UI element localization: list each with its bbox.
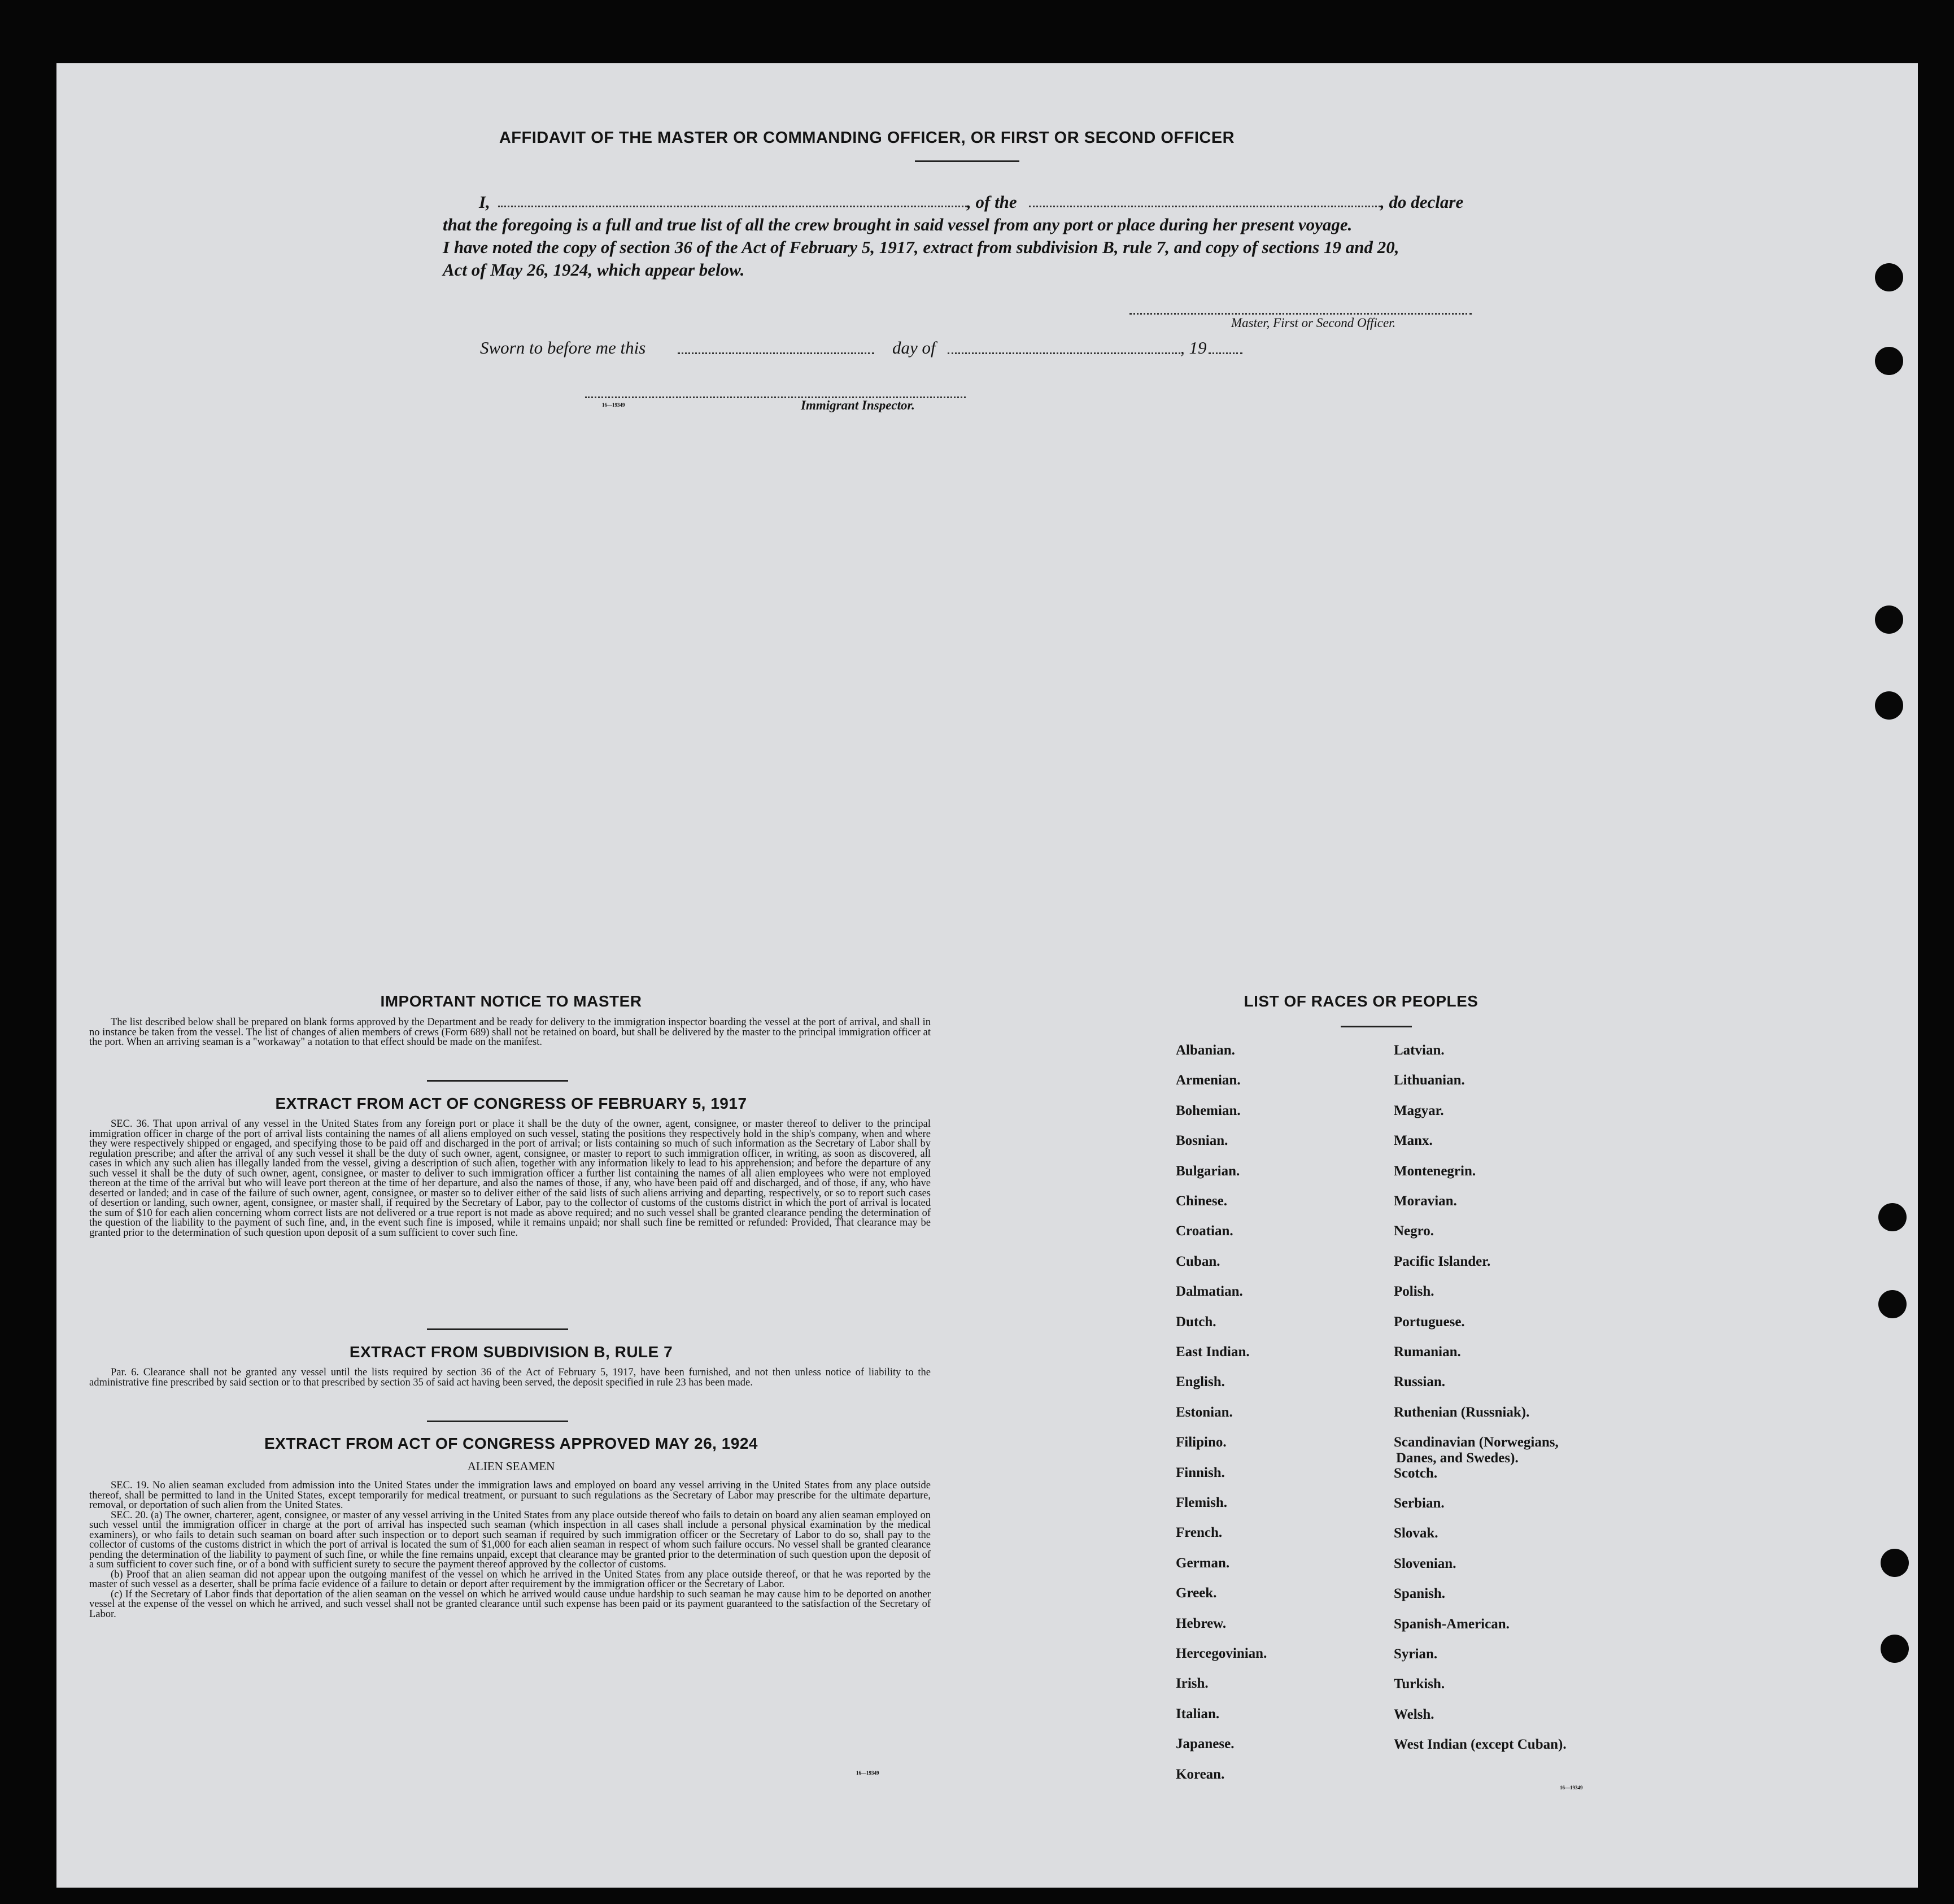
race-item: Pacific Islander.	[1394, 1254, 1491, 1269]
notice-paragraph: The list described below shall be prepared on blank forms approved by the Department and be ready for delivery to the immigration inspector boarding the vessel at the port of arrival, and shall in no instance be taken from the vessel. The list of changes of alien members of crews (Form 689) shall not be retained on board, but shall be delivered by the master to the principal immigration officer at the port. When an arriving seaman is a "workaway" a notation to that effect should be made on the manifest.	[89, 1017, 931, 1048]
alien-seamen-subtitle: ALIEN SEAMEN	[467, 1459, 555, 1473]
affidavit-title: AFFIDAVIT OF THE MASTER OR COMMANDING OFFICER, OR FIRST OR SECOND OFFICER	[499, 129, 1235, 147]
section-20c-paragraph: (c) If the Secretary of Labor finds that deportation of the alien seaman on the vessel on which he arrived would cause undue hardship to such seaman he may cause him to be deported on another vessel at the expense of the vessel on which he arrived, and such vessel shall not be granted clearance until such expense has been paid or its payment guaranteed to the satisfaction of the Secretary of Labor.	[89, 1588, 931, 1620]
affidavit-line3: I have noted the copy of section 36 of the Act of February 5, 1917, extract from subdivision B, rule 7, and copy of sections 19 and 20,	[443, 237, 1399, 257]
binder-hole	[1875, 605, 1903, 634]
extract-1917-title: EXTRACT FROM ACT OF CONGRESS OF FEBRUARY 5, 1917	[275, 1095, 747, 1112]
race-item: Lithuanian.	[1394, 1073, 1465, 1088]
affidavit-line1-of: , of the	[967, 192, 1017, 212]
race-item: Flemish.	[1176, 1495, 1227, 1510]
race-item: Albanian.	[1176, 1043, 1235, 1058]
races-divider	[1341, 1026, 1412, 1027]
race-item: Portuguese.	[1394, 1314, 1465, 1330]
sworn-day: day of	[892, 338, 936, 358]
race-item: German.	[1176, 1556, 1230, 1571]
race-item: Russian.	[1394, 1374, 1446, 1389]
race-item: Armenian.	[1176, 1073, 1241, 1088]
binder-hole	[1875, 263, 1903, 291]
inspector-label: Immigrant Inspector.	[801, 398, 915, 412]
section-36-paragraph: SEC. 36. That upon arrival of any vessel in the United States from any foreign port or place it shall be the duty of the owner, agent, consignee, or master thereof to deliver to the principal immigration officer in charge of the port of arrival lists containing the names of all aliens employed on such vessel, stating the positions they respectively hold in the ship's company, when and where they were respectively shipped or engaged, and specifying those to be paid off and discharged in the port of arrival; or lists containing so much of such information as the Secretary of Labor shall by regulation prescribe; and after the arrival of any such vessel it shall be the duty of such owner, agent, consignee, or master to report to such immigration officer, in writing, as soon as discovered, all cases in which any such alien has illegally landed from the vessel, giving a description of such alien, together with any information likely to lead to his apprehension; and before the departure of any such vessel it shall be the duty of such owner, agent, consignee, or master to deliver to such immigration officer a further list containing the names of all alien employees who were not employed thereon at the time of the arrival but who will leave port thereon at the time of her departure, and also the names of those, if any, who have been paid off and discharged, and of those, if any, who have deserted or landed; and in case of the failure of such owner, agent, consignee, or master so to deliver either of the said lists of such aliens arriving and departing, respectively, or so to report such cases of desertion or landing, such owner, agent, consignee, or master shall, if required by the Secretary of Labor, pay to the collector of customs of the customs district in which the port of arrival is located the sum of $10 for each alien concerning whom correct lists are not delivered or a true report is not made as above required; and no such vessel shall be granted clearance pending the determination of the question of the liability to the payment of such fine, and, in the event such fine is imposed, while it remains unpaid; nor shall such fine be remitted or refunded: Provided, That clearance may be granted prior to the determination of such question upon deposit of a sum sufficient to cover such fine.	[89, 1118, 931, 1239]
sworn-start: Sworn to before me this	[480, 338, 646, 358]
race-item: Cuban.	[1176, 1254, 1220, 1269]
race-item: Montenegrin.	[1394, 1164, 1476, 1179]
race-item: Danes, and Swedes).	[1396, 1450, 1519, 1466]
race-item: Manx.	[1394, 1133, 1433, 1148]
race-item: Ruthenian (Russniak).	[1394, 1405, 1530, 1420]
race-item: Dalmatian.	[1176, 1284, 1243, 1299]
affidavit-line1-start: I,	[479, 192, 490, 212]
race-item: Hebrew.	[1176, 1616, 1227, 1631]
race-item: West Indian (except Cuban).	[1394, 1737, 1567, 1752]
signature-label: Master, First or Second Officer.	[1231, 316, 1396, 330]
race-item: Magyar.	[1394, 1103, 1444, 1118]
race-item: English.	[1176, 1374, 1225, 1389]
race-item: Scandinavian (Norwegians,	[1394, 1435, 1559, 1450]
race-item: Greek.	[1176, 1585, 1217, 1601]
extract-1924-text	[89, 1481, 931, 1619]
affidavit-line4: Act of May 26, 1924, which appear below.	[443, 260, 745, 280]
form-number-right: 16—19349	[1560, 1785, 1583, 1790]
extract-1917-text	[89, 1119, 931, 1238]
section-20a-paragraph: SEC. 20. (a) The owner, charterer, agent, consignee, or master of any vessel arriving in the United States from any place outside thereof who fails to detain on board any alien seaman employed on such vessel until the immigration officer in charge at the port of arrival has inspected such seaman (which inspection in all cases shall include a personal physical examination by the medical examiners), or who fails to detain such seaman on board after such inspection or to deport such seaman if required by such immigration officer or the Secretary of Labor to do so, shall pay to the collector of customs of the customs district in which the port of arrival is located the sum of $1,000 for each alien seaman in respect of whom such failure occurs. No vessel shall be granted clearance pending the determination of the liability to payment of such fine, or while the fine remains unpaid, except that clearance may be granted prior to the determination of such question upon the deposit of a sum sufficient to cover such fine, or of a bond with sufficient surety to secure the payment thereof approved by the collector of customs.	[89, 1509, 931, 1570]
race-item: Bulgarian.	[1176, 1164, 1240, 1179]
rule-7-text	[89, 1368, 931, 1388]
race-item: Rumanian.	[1394, 1344, 1461, 1360]
race-item: Irish.	[1176, 1676, 1209, 1691]
par-6-paragraph: Par. 6. Clearance shall not be granted any vessel until the lists required by section 36 of the Act of February 5, 1917, have been furnished, and not then unless notice of liability to the administrative fine prescribed by said section or to that prescribed by section 35 of said act having been served, the deposit specified in rule 23 has been made.	[89, 1367, 931, 1388]
year-blank[interactable]	[1209, 352, 1242, 354]
race-item: Turkish.	[1394, 1676, 1445, 1692]
divider-1	[427, 1080, 568, 1082]
sworn-year: , 19	[1180, 338, 1207, 358]
notice-title: IMPORTANT NOTICE TO MASTER	[380, 992, 642, 1010]
race-item: French.	[1176, 1525, 1223, 1540]
race-item: Bosnian.	[1176, 1133, 1228, 1148]
divider-3	[427, 1421, 568, 1422]
rule-7-title: EXTRACT FROM SUBDIVISION B, RULE 7	[349, 1343, 673, 1361]
binder-hole	[1881, 1549, 1909, 1577]
binder-hole	[1878, 1203, 1907, 1231]
race-item: Italian.	[1176, 1706, 1220, 1722]
binder-hole	[1878, 1290, 1907, 1318]
race-item: Estonian.	[1176, 1405, 1233, 1420]
section-19-paragraph: SEC. 19. No alien seaman excluded from admission into the United States under the immigration laws and employed on board any vessel arriving in the United States from any place outside thereof, shall be permitted to land in the United States, except temporarily for medical treatment, or pursuant to such regulations as the Secretary of Labor may prescribe for the ultimate departure, removal, or deportation of such alien from the United States.	[89, 1480, 931, 1511]
divider-2	[427, 1328, 568, 1330]
race-item: Slovak.	[1394, 1526, 1438, 1541]
binder-hole	[1881, 1635, 1909, 1663]
notice-text	[89, 1018, 931, 1048]
signature-blank[interactable]	[1129, 313, 1472, 315]
race-item: Scotch.	[1394, 1466, 1438, 1481]
race-item: Dutch.	[1176, 1314, 1216, 1330]
document-page	[56, 63, 1918, 1888]
race-item: Syrian.	[1394, 1646, 1438, 1662]
race-item: Slovenian.	[1394, 1556, 1456, 1571]
race-item: Japanese.	[1176, 1736, 1235, 1751]
race-item: Spanish-American.	[1394, 1617, 1510, 1632]
affidavit-line1-end: , do declare	[1380, 192, 1464, 212]
name-blank[interactable]	[498, 206, 967, 207]
race-item: Serbian.	[1394, 1496, 1445, 1511]
race-item: Croatian.	[1176, 1223, 1233, 1239]
affidavit-line2: that the foregoing is a full and true list of all the crew brought in said vessel from any port or place during her present voyage.	[443, 215, 1353, 234]
race-item: Negro.	[1394, 1223, 1434, 1239]
race-item: Chinese.	[1176, 1193, 1227, 1209]
race-item: Hercegovinian.	[1176, 1646, 1267, 1661]
race-item: Moravian.	[1394, 1193, 1457, 1209]
form-number-left: 16—19349	[856, 1770, 879, 1776]
race-item: Finnish.	[1176, 1465, 1225, 1480]
form-number-top: 16—19349	[602, 402, 625, 408]
section-20b-paragraph: (b) Proof that an alien seaman did not appear upon the outgoing manifest of the vessel on which he arrived in the United States from any place outside thereof, or that he was reported by the master of such vessel as a deserter, shall be prima facie evidence of a failure to detain or deport after requirement by the immigration officer or the Secretary of Labor.	[89, 1568, 931, 1590]
day-blank[interactable]	[678, 352, 874, 354]
race-item: East Indian.	[1176, 1344, 1250, 1360]
race-item: Spanish.	[1394, 1586, 1446, 1601]
race-item: Bohemian.	[1176, 1103, 1241, 1118]
race-item: Korean.	[1176, 1767, 1225, 1782]
race-item: Latvian.	[1394, 1043, 1445, 1058]
month-blank[interactable]	[948, 352, 1180, 354]
extract-1924-title: EXTRACT FROM ACT OF CONGRESS APPROVED MAY 26, 1924	[264, 1435, 758, 1452]
vessel-blank[interactable]	[1029, 206, 1380, 207]
title-divider	[915, 160, 1019, 162]
race-item: Filipino.	[1176, 1435, 1227, 1450]
race-item: Welsh.	[1394, 1707, 1434, 1722]
binder-hole	[1875, 347, 1903, 375]
race-item: Polish.	[1394, 1284, 1434, 1299]
binder-hole	[1875, 691, 1903, 720]
races-title: LIST OF RACES OR PEOPLES	[1244, 992, 1478, 1010]
